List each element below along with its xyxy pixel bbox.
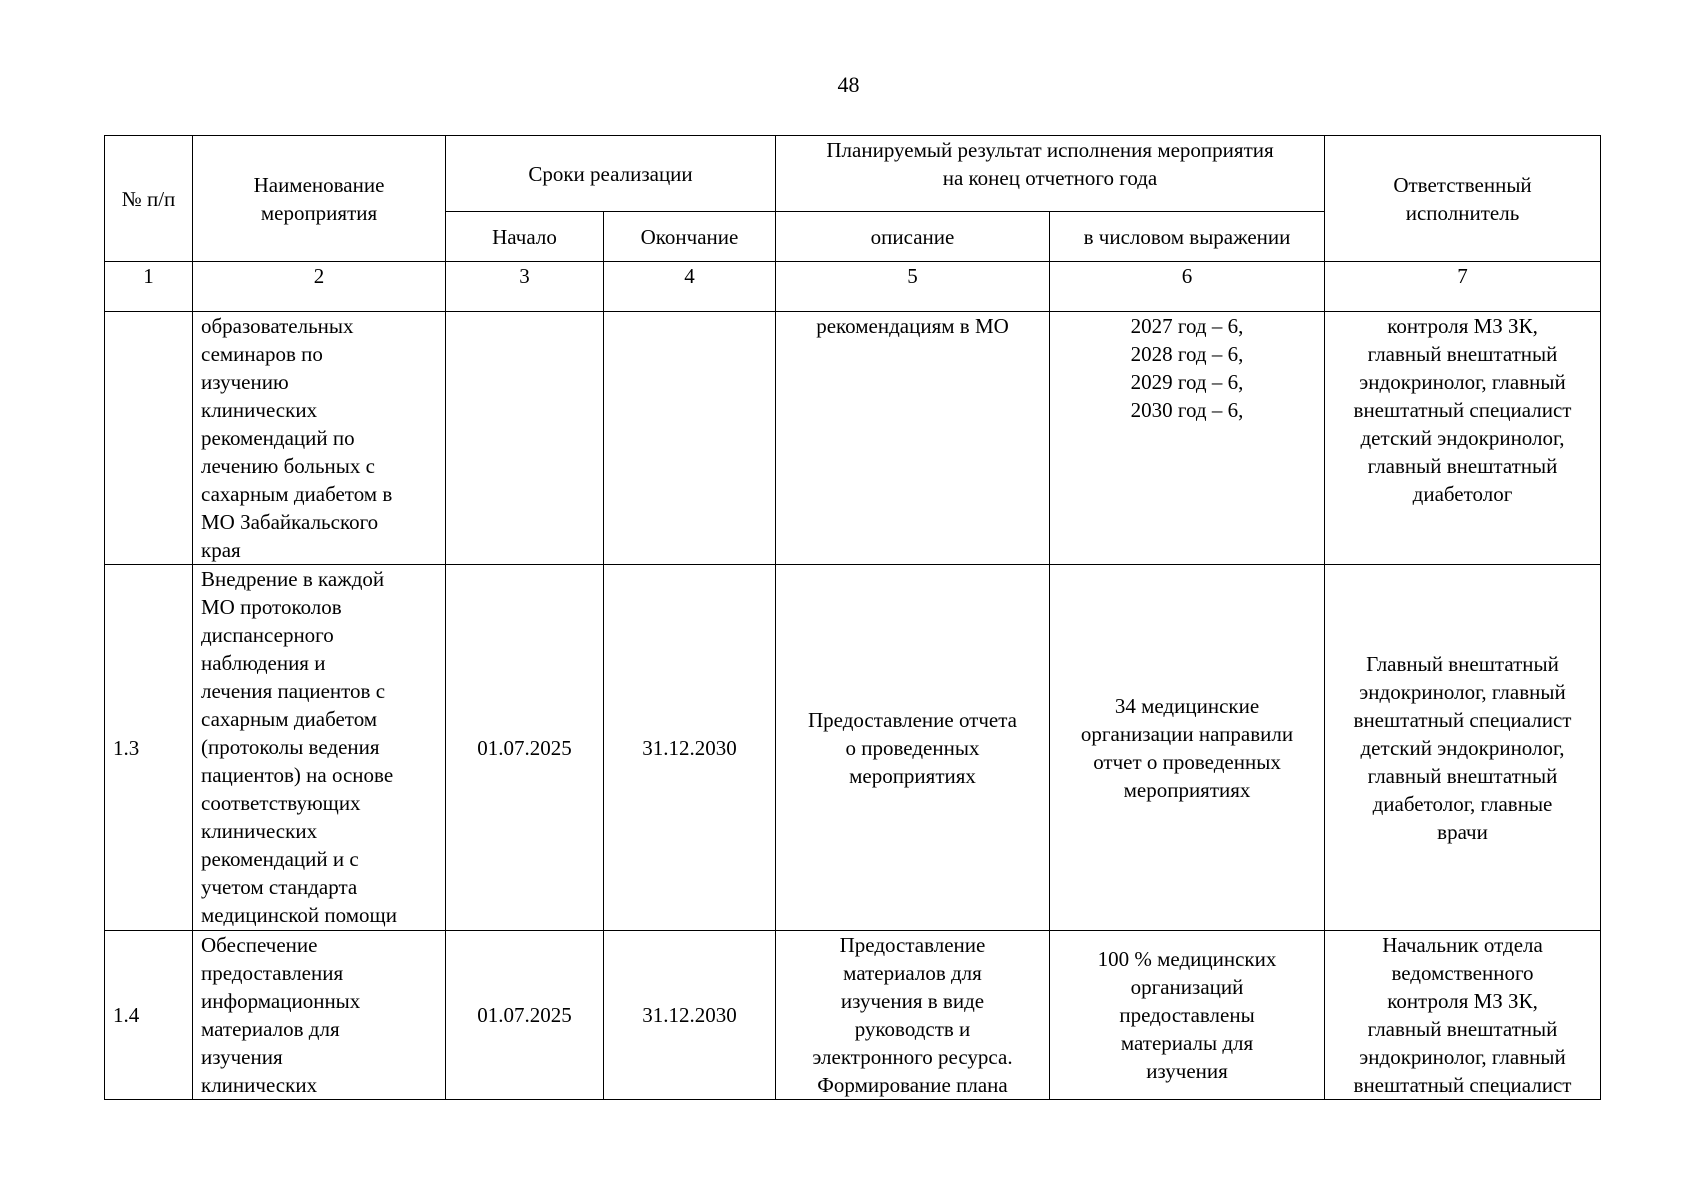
start-date bbox=[446, 312, 604, 565]
activity-name: Обеспечение предоставления информационных материалов для изучения клинических bbox=[193, 931, 446, 1100]
column-numbers-row bbox=[105, 262, 1601, 312]
header-description: описание bbox=[776, 212, 1050, 262]
header-end: Окончание bbox=[604, 212, 776, 262]
column-number: 5 bbox=[776, 262, 1050, 312]
header-numeric: в числовом выражении bbox=[1050, 212, 1325, 262]
row-number bbox=[105, 312, 193, 565]
responsible-executor: Главный внештатный эндокринолог, главный внештатный специалист детский эндокринолог, главный внештатный диабетолог, главные врачи bbox=[1325, 565, 1601, 931]
result-numeric: 34 медицинские организации направили отчет о проведенных мероприятиях bbox=[1050, 565, 1325, 931]
result-numeric: 2027 год – 6, 2028 год – 6, 2029 год – 6, 2030 год – 6, bbox=[1050, 312, 1325, 565]
end-date: 31.12.2030 bbox=[604, 931, 776, 1100]
start-date: 01.07.2025 bbox=[446, 565, 604, 931]
column-number: 4 bbox=[604, 262, 776, 312]
activities-table bbox=[104, 135, 1601, 1100]
result-description: Предоставление отчета о проведенных мероприятиях bbox=[776, 565, 1050, 931]
header-responsible: Ответственный исполнитель bbox=[1325, 136, 1601, 262]
header-activity-name: Наименование мероприятия bbox=[193, 136, 446, 262]
table-row bbox=[105, 931, 1601, 1100]
header-implementation-terms: Сроки реализации bbox=[446, 136, 776, 212]
row-number: 1.3 bbox=[105, 565, 193, 931]
header-number: № п/п bbox=[105, 136, 193, 262]
column-number: 6 bbox=[1050, 262, 1325, 312]
result-description: рекомендациям в МО bbox=[776, 312, 1050, 565]
activity-name: Внедрение в каждой МО протоколов диспансерного наблюдения и лечения пациентов с сахарным диабетом (протоколы ведения пациентов) на основе соответствующих клинических рекомендаций и с учетом стандарта медицинской помощи bbox=[193, 565, 446, 931]
result-numeric: 100 % медицинских организаций предоставлены материалы для изучения bbox=[1050, 931, 1325, 1100]
start-date: 01.07.2025 bbox=[446, 931, 604, 1100]
row-number: 1.4 bbox=[105, 931, 193, 1100]
table-row bbox=[105, 312, 1601, 565]
header-start: Начало bbox=[446, 212, 604, 262]
column-number: 7 bbox=[1325, 262, 1601, 312]
column-number: 2 bbox=[193, 262, 446, 312]
activity-name: образовательных семинаров по изучению клинических рекомендаций по лечению больных с сахарным диабетом в МО Забайкальского края bbox=[193, 312, 446, 565]
result-description: Предоставление материалов для изучения в виде руководств и электронного ресурса. Формирование плана bbox=[776, 931, 1050, 1100]
column-number: 3 bbox=[446, 262, 604, 312]
end-date: 31.12.2030 bbox=[604, 565, 776, 931]
column-number: 1 bbox=[105, 262, 193, 312]
responsible-executor: Начальник отдела ведомственного контроля МЗ ЗК, главный внештатный эндокринолог, главный внештатный специалист bbox=[1325, 931, 1601, 1100]
page-number: 48 bbox=[837, 72, 860, 97]
end-date bbox=[604, 312, 776, 565]
responsible-executor: контроля МЗ ЗК, главный внештатный эндокринолог, главный внештатный специалист детский эндокринолог, главный внештатный диабетолог bbox=[1325, 312, 1601, 565]
header-planned-result: Планируемый результат исполнения мероприятия на конец отчетного года bbox=[776, 136, 1325, 212]
table-row bbox=[105, 565, 1601, 931]
